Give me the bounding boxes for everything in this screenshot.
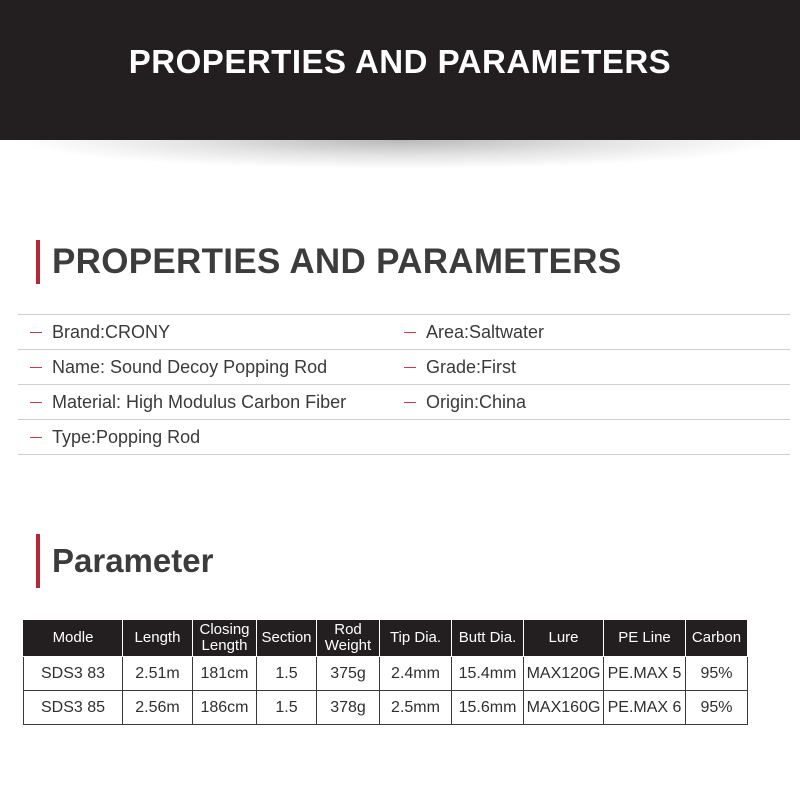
dash-icon (30, 402, 42, 403)
banner-shadow (0, 140, 800, 176)
properties-title: PROPERTIES AND PARAMETERS (52, 242, 622, 281)
table-cell: 2.51m (123, 657, 193, 691)
table-cell: PE.MAX 6 (604, 691, 686, 725)
table-cell: 2.4mm (380, 657, 452, 691)
property-row (18, 315, 790, 350)
table-cell: 95% (686, 657, 748, 691)
table-cell: MAX120G (524, 657, 604, 691)
property-item (18, 322, 404, 343)
column-header: Lure (524, 620, 604, 657)
column-header: Length (123, 620, 193, 657)
property-row (18, 420, 790, 455)
banner-title: PROPERTIES AND PARAMETERS (128, 43, 672, 80)
dash-icon (404, 367, 416, 368)
dash-icon (30, 332, 42, 333)
table-cell: 1.5 (257, 657, 317, 691)
table-cell: 15.6mm (452, 691, 524, 725)
properties-heading (36, 240, 622, 284)
property-item (18, 357, 404, 378)
parameter-heading (36, 534, 213, 588)
table-cell: 181cm (193, 657, 257, 691)
table-cell: PE.MAX 5 (604, 657, 686, 691)
property-item (404, 392, 526, 413)
column-header: Section (257, 620, 317, 657)
header-banner (0, 0, 800, 140)
dash-icon (404, 332, 416, 333)
column-header: Rod Weight (317, 620, 380, 657)
parameter-table (23, 619, 748, 725)
dash-icon (30, 367, 42, 368)
parameter-title: Parameter (52, 542, 214, 579)
property-item (18, 392, 404, 413)
column-header: Modle (24, 620, 123, 657)
dash-icon (404, 402, 416, 403)
property-text: Brand:CRONY (52, 321, 171, 342)
property-row (18, 350, 790, 385)
properties-list (18, 314, 790, 455)
heading-accent-bar (36, 240, 40, 284)
column-header: Carbon (686, 620, 748, 657)
property-text: Material: High Modulus Carbon Fiber (52, 391, 347, 412)
property-text: Area:Saltwater (426, 321, 545, 342)
column-header: Tip Dia. (380, 620, 452, 657)
table-cell: 95% (686, 691, 748, 725)
property-text: Name: Sound Decoy Popping Rod (52, 356, 328, 377)
property-item (404, 322, 544, 343)
property-text: Type:Popping Rod (52, 426, 201, 447)
table-cell: MAX160G (524, 691, 604, 725)
table-cell: 375g (317, 657, 380, 691)
property-row (18, 385, 790, 420)
table-cell: 2.56m (123, 691, 193, 725)
column-header: PE Line (604, 620, 686, 657)
property-item (18, 427, 404, 448)
property-text: Grade:First (426, 356, 517, 377)
table-cell: 186cm (193, 691, 257, 725)
column-header: Butt Dia. (452, 620, 524, 657)
table-cell: 378g (317, 691, 380, 725)
table-row (24, 657, 748, 691)
table-cell: 1.5 (257, 691, 317, 725)
dash-icon (30, 437, 42, 438)
column-header: Closing Length (193, 620, 257, 657)
table-row (24, 691, 748, 725)
table-header-row (24, 620, 748, 657)
property-item (404, 357, 516, 378)
table-cell: 15.4mm (452, 657, 524, 691)
table-cell: SDS3 85 (24, 691, 123, 725)
heading-accent-bar (36, 534, 40, 588)
table-cell: 2.5mm (380, 691, 452, 725)
table-cell: SDS3 83 (24, 657, 123, 691)
property-text: Origin:China (426, 391, 527, 412)
